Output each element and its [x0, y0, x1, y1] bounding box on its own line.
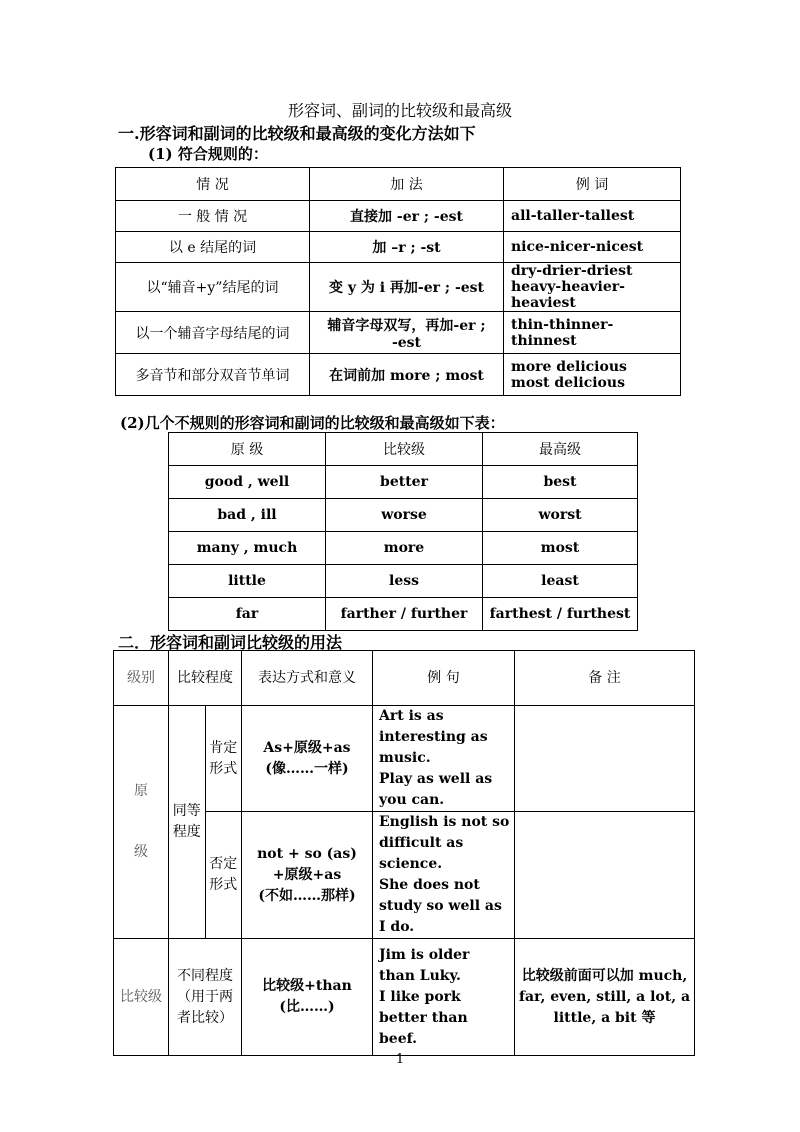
example-line: most delicious [511, 374, 625, 391]
table-header-row [116, 168, 681, 201]
positive-cell: bad , ill [169, 499, 326, 532]
method-cell: 加 –r ; -st [310, 232, 504, 263]
superlative-cell: worst [483, 499, 638, 532]
negative-expression-cell [242, 812, 373, 939]
level-top: 原 [134, 783, 148, 799]
level-positive-cell [114, 706, 169, 939]
negative-form-cell: 否定形式 [205, 812, 242, 939]
comparative-cell: less [326, 565, 483, 598]
regular-rules-table [115, 167, 681, 396]
regular-subheading: (1) 符合规则的： [148, 145, 268, 163]
header-note: 备 注 [515, 651, 695, 706]
case-cell: 一 般 情 况 [116, 201, 310, 232]
expression-line: As+原级+as [263, 739, 351, 756]
comparative-cell: farther / further [326, 598, 483, 631]
positive-cell: good , well [169, 466, 326, 499]
level-comparative-cell: 比较级 [114, 939, 169, 1056]
superlative-cell: most [483, 532, 638, 565]
example-cell: thin-thinner-thinnest [504, 312, 681, 354]
example-cell: all-taller-tallest [504, 201, 681, 232]
table-row [116, 201, 681, 232]
example-line: dry-drier-driest [511, 263, 633, 279]
example-cell: nice-nicer-nicest [504, 232, 681, 263]
table-row [169, 565, 638, 598]
method-cell [310, 312, 504, 354]
irregular-table [168, 432, 638, 631]
table-row [169, 466, 638, 499]
example-sentence: She does not study so well as I do. [379, 877, 502, 935]
comparative-note-cell: 比较级前面可以加 much, far, even, still, a lot, a little, a bit 等 [515, 939, 695, 1056]
positive-cell: little [169, 565, 326, 598]
table-row [169, 499, 638, 532]
positive-cell: many , much [169, 532, 326, 565]
superlative-cell: best [483, 466, 638, 499]
header-expression: 表达方式和意义 [242, 651, 373, 706]
example-line: heavy-heavier-heaviest [511, 279, 625, 311]
example-sentence: Jim is older than Luky. [379, 946, 470, 984]
comparative-example-cell [373, 939, 515, 1056]
table-row [169, 532, 638, 565]
page-number: 1 [395, 1052, 405, 1067]
section1-heading: 一.形容词和副词的比较级和最高级的变化方法如下 [118, 124, 476, 143]
table-row [114, 939, 695, 1056]
comparative-cell: worse [326, 499, 483, 532]
table-row [116, 354, 681, 396]
positive-cell: far [169, 598, 326, 631]
expression-line: 比较级+than [262, 978, 352, 994]
case-cell: 以 e 结尾的词 [116, 232, 310, 263]
superlative-cell: farthest / furthest [483, 598, 638, 631]
affirmative-example-cell [373, 706, 515, 812]
method-cell: 在词前加 more ; most [310, 354, 504, 396]
example-cell [504, 354, 681, 396]
header-example: 例 词 [504, 168, 681, 201]
section2-heading: 二．形容词和副词比较级的用法 [118, 633, 343, 652]
expression-meaning: (像……一样) [265, 760, 349, 777]
case-cell: 以“辅音+y”结尾的词 [116, 263, 310, 312]
affirmative-expression-cell [242, 706, 373, 812]
header-degree: 比较程度 [169, 651, 242, 706]
superlative-cell: least [483, 565, 638, 598]
header-method: 加 法 [310, 168, 504, 201]
table-header-row [114, 651, 695, 706]
page-title: 形容词、副词的比较级和最高级 [287, 101, 512, 120]
note-cell [515, 706, 695, 812]
header-comparative: 比较级 [326, 433, 483, 466]
negative-example-cell [373, 812, 515, 939]
note-cell [515, 812, 695, 939]
expression-line: not + so (as) +原级+as [257, 845, 357, 883]
method-cell: 变 y 为 i 再加-er ; -est [310, 263, 504, 312]
table-row [116, 263, 681, 312]
table-row [114, 706, 695, 812]
irregular-subheading: (2)几个不规则的形容词和副词的比较级和最高级如下表： [120, 414, 505, 432]
header-superlative: 最高级 [483, 433, 638, 466]
comparative-cell: more [326, 532, 483, 565]
usage-table [113, 650, 695, 1056]
degree-different-cell: 不同程度（用于两者比较） [169, 939, 242, 1056]
level-bottom: 级 [134, 844, 148, 860]
degree-same-cell: 同等程度 [169, 706, 206, 939]
table-header-row [169, 433, 638, 466]
table-row [116, 232, 681, 263]
example-line: more delicious [511, 358, 627, 375]
table-row [116, 312, 681, 354]
case-cell: 多音节和部分双音节单词 [116, 354, 310, 396]
table-row [169, 598, 638, 631]
case-cell: 以一个辅音字母结尾的词 [116, 312, 310, 354]
header-level: 级别 [114, 651, 169, 706]
header-case: 情 况 [116, 168, 310, 201]
example-sentence: English is not so difficult as science. [379, 814, 510, 872]
example-sentence: Art is as interesting as music. [379, 708, 488, 766]
header-positive: 原 级 [169, 433, 326, 466]
example-sentence: Play as well as you can. [379, 771, 493, 808]
method-cell: 直接加 -er ; -est [310, 201, 504, 232]
comparative-cell: better [326, 466, 483, 499]
example-cell [504, 263, 681, 312]
affirmative-form-cell: 肯定形式 [205, 706, 242, 812]
example-sentence: I like pork better than beef. [379, 988, 468, 1047]
method-line: -est [391, 334, 422, 351]
header-example: 例 句 [373, 651, 515, 706]
expression-meaning: (比……) [279, 999, 335, 1015]
expression-meaning: (不如……那样) [258, 887, 356, 904]
method-line: 辅音字母双写，再加-er ; [327, 317, 486, 334]
comparative-expression-cell [242, 939, 373, 1056]
